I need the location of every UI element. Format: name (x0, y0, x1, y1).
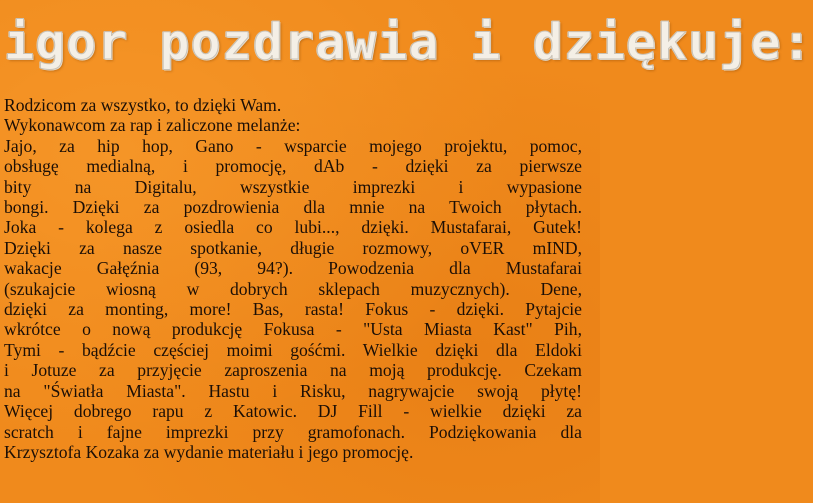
page-title: igor pozdrawia i dziękuje: (4, 13, 813, 71)
text-line: scratch i fajne imprezki przy gramofonach. Podziękowania dla (4, 421, 582, 442)
text-line: Jajo, za hip hop, Gano - wsparcie mojego projektu, pomoc, (4, 135, 582, 156)
text-line: dzięki za monting, more! Bas, rasta! Fokus - dzięki. Pytajcie (4, 299, 582, 320)
text-line: Więcej dobrego rapu z Katowic. DJ Fill - wielkie dzięki za (4, 401, 582, 422)
text-line: bongi. Dzięki za pozdrowienia dla mnie na Twoich płytach. (4, 197, 582, 218)
text-line: wkrótce o nową produkcję Fokusa - "Usta Miasta Kast" Pih, (4, 319, 582, 340)
text-line: Dzięki za nasze spotkanie, długie rozmowy, oVER mIND, (4, 237, 582, 258)
text-line: bity na Digitalu, wszystkie imprezki i wypasione (4, 176, 582, 197)
text-line: (szukajcie wiosną w dobrych sklepach muzycznych). Dene, (4, 278, 582, 299)
acknowledgements-text (4, 95, 582, 462)
text-line: i Jotuze za przyjęcie zaproszenia na moją produkcję. Czekam (4, 360, 582, 381)
text-line: Rodzicom za wszystko, to dzięki Wam. (4, 95, 282, 115)
text-line: obsługę medialną, i promocję, dAb - dzięki za pierwsze (4, 156, 582, 177)
text-line: Wykonawcom za rap i zaliczone melanże: (4, 115, 301, 136)
text-line: Joka - kolega z osiedla co lubi..., dzięki. Mustafarai, Gutek! (4, 217, 582, 238)
text-line: Tymi - bądźcie częściej moimi gośćmi. Wielkie dzięki dla Eldoki (4, 339, 582, 360)
text-line: Krzysztofa Kozaka za wydanie materiału i jego promocję. (4, 441, 414, 462)
text-line: na "Światła Miasta". Hastu i Risku, nagrywajcie swoją płytę! (4, 380, 582, 401)
text-line: wakacje Gałęźnia (93, 94?). Powodzenia dla Mustafarai (4, 258, 582, 279)
